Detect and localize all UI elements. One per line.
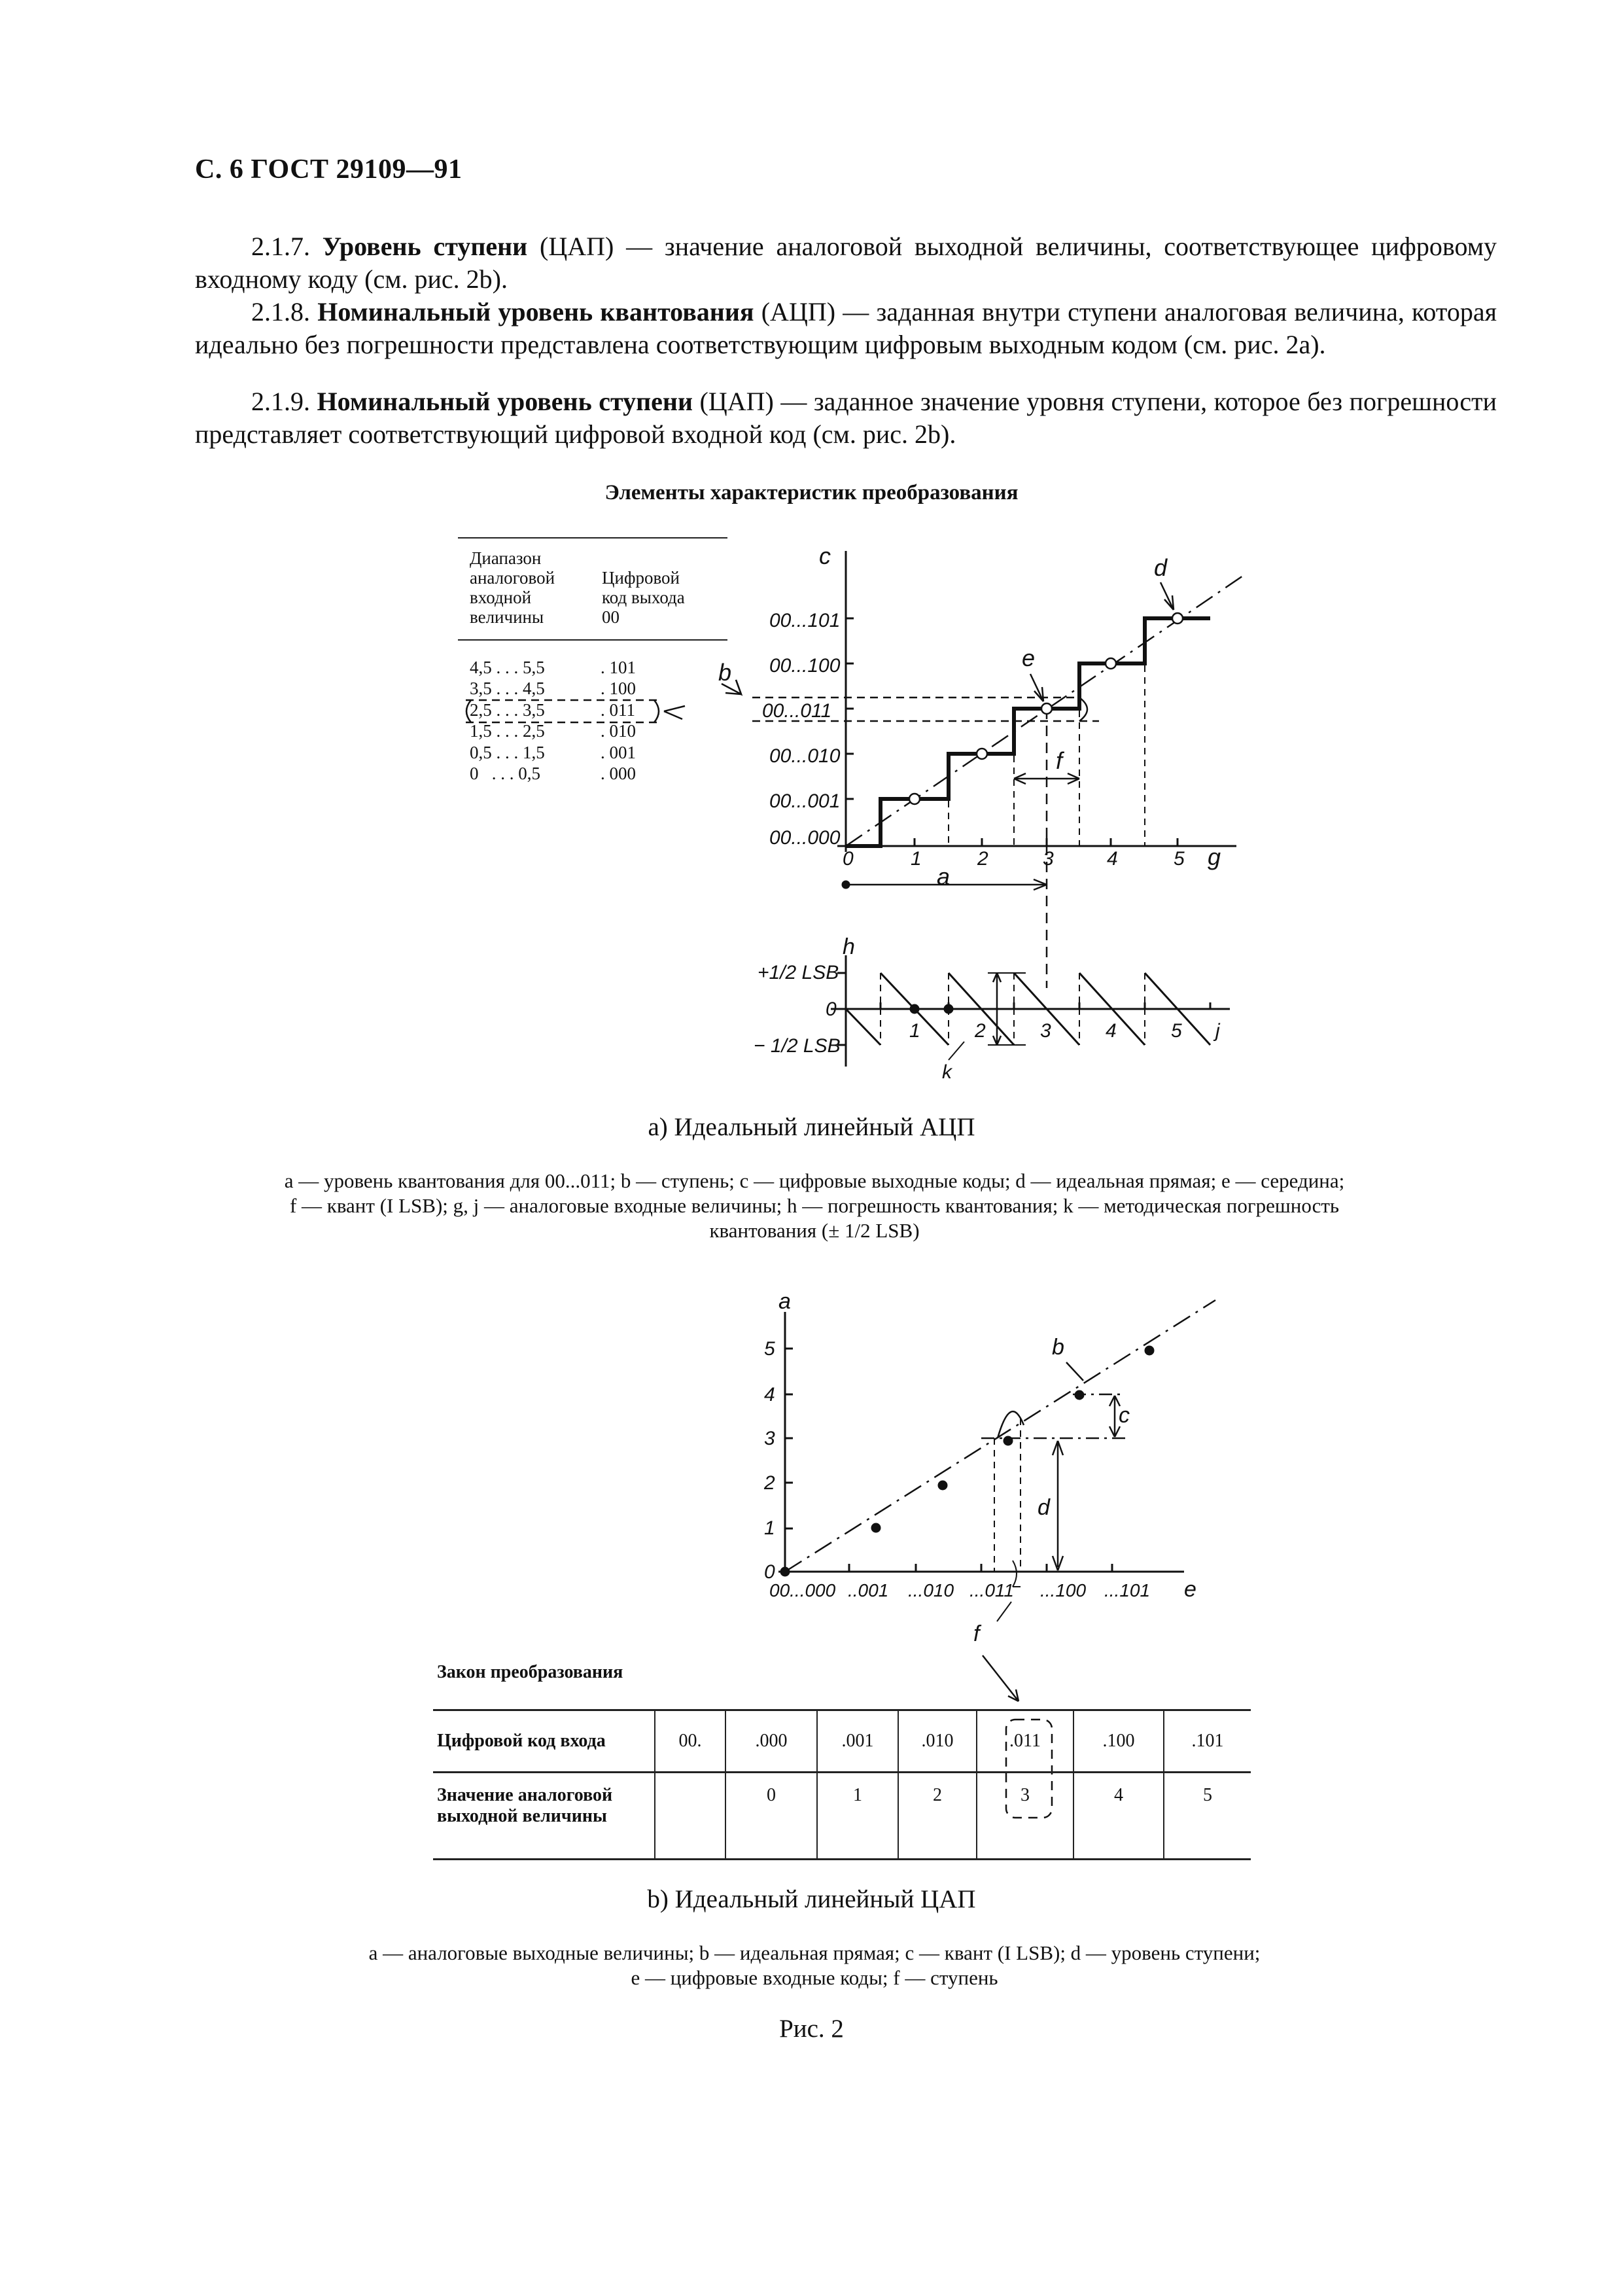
table-row [433, 1773, 1251, 1860]
range-row: 4,5 . . . 5,5 [470, 658, 545, 677]
range-row-highlighted: 2,5 . . . 3,5 [470, 700, 545, 720]
table-cell: 00. [655, 1710, 725, 1773]
arrow-b-left [664, 706, 685, 719]
svg-text:2: 2 [975, 1020, 986, 1042]
svg-text:00...010: 00...010 [769, 745, 841, 767]
svg-text:h: h [843, 934, 855, 959]
clause-number: 2.1.8. [251, 297, 310, 327]
dac-ideal-line [785, 1300, 1215, 1572]
svg-text:...100: ...100 [1040, 1580, 1087, 1600]
svg-text:00...101: 00...101 [769, 610, 841, 631]
definition: — значение аналоговой выходной величины, соответствующее цифровому входному коду (см. рис. 2b). [195, 232, 1497, 294]
svg-text:3: 3 [1040, 1020, 1051, 1042]
svg-text:1: 1 [911, 848, 922, 870]
svg-text:..001: ..001 [848, 1580, 889, 1600]
adc-y-label: c [819, 542, 831, 569]
svg-text:a: a [937, 863, 951, 890]
legend-a: a — уровень квантования для 00...011; b — ступень; c — цифровые выходные коды; d — идеальная прямая; e — середина; f — квант (I LSB); g, j — аналоговые входные величины; h — погрешность квантования; k — методическая погрешность квантования (± 1/2 LSB) [284, 1169, 1345, 1242]
figure-title: Элементы характеристик преобразования [604, 481, 1019, 504]
table-cell: .100 [1073, 1710, 1164, 1773]
conversion-law-table [433, 1709, 1251, 1860]
figure-label: Рис. 2 [779, 2015, 844, 2043]
range-row: 3,5 . . . 4,5 [470, 679, 545, 698]
range-row: 0 . . . 0,5 [470, 764, 540, 783]
code-cell: . 010 [601, 721, 636, 741]
svg-text:d: d [1154, 554, 1168, 581]
svg-text:0: 0 [843, 848, 854, 870]
k-arrows [993, 973, 1001, 1045]
svg-text:5: 5 [1174, 848, 1185, 870]
page-header: С. 6 ГОСТ 29109—91 [195, 154, 462, 185]
definition: — заданная внутри ступени аналоговая величина, которая идеально без погрешности представлена соответствующим цифровым выходным кодом (см. рис. 2a). [195, 297, 1497, 359]
term: Номинальный уровень ступени [317, 387, 693, 416]
svg-text:a: a [778, 1289, 791, 1314]
term-abbr: (АЦП) [754, 297, 836, 327]
svg-text:...010: ...010 [908, 1580, 954, 1600]
svg-text:k: k [942, 1061, 952, 1083]
table-cell: .001 [817, 1710, 898, 1773]
table-cell: .010 [898, 1710, 977, 1773]
svg-text:g: g [1208, 843, 1221, 870]
range-row: 1,5 . . . 2,5 [470, 721, 545, 741]
sawtooth [846, 973, 1210, 1045]
table-cell: .101 [1164, 1710, 1251, 1773]
svg-text:...011: ...011 [969, 1580, 1014, 1600]
quantization-error-plot [831, 955, 1230, 1067]
svg-text:00...000: 00...000 [769, 1580, 836, 1600]
svg-text:3: 3 [1043, 848, 1054, 870]
svg-text:f: f [973, 1621, 980, 1646]
table-cell: 0 [725, 1773, 817, 1860]
term: Уровень ступени [322, 232, 528, 261]
svg-text:1: 1 [764, 1517, 775, 1539]
svg-text:0: 0 [826, 998, 837, 1020]
table-cell: 5 [1164, 1773, 1251, 1860]
error-plot-labels [754, 934, 1221, 1083]
svg-text:3: 3 [764, 1428, 775, 1449]
table-cell: .011 [977, 1710, 1073, 1773]
table-cell: .000 [725, 1710, 817, 1773]
svg-text:00...001: 00...001 [769, 790, 841, 812]
adc-transfer-plot [466, 551, 1243, 988]
svg-text:5: 5 [1171, 1020, 1182, 1042]
arrow-b-right [722, 680, 741, 694]
table-cell: 3 [977, 1773, 1073, 1860]
row-label: Цифровой код входа [433, 1710, 655, 1773]
svg-text:+1/2 LSB: +1/2 LSB [758, 962, 839, 983]
caption-b: b) Идеальный линейный ЦАП [647, 1885, 976, 1913]
svg-text:4: 4 [1106, 1020, 1117, 1042]
ideal-line [846, 576, 1243, 846]
table-cell [655, 1773, 725, 1860]
term-abbr: (ЦАП) [527, 232, 614, 261]
table-row [433, 1710, 1251, 1773]
svg-text:4: 4 [1107, 848, 1118, 870]
svg-text:e: e [1022, 645, 1036, 671]
code-cell: . 101 [601, 658, 636, 677]
svg-text:5: 5 [764, 1338, 775, 1360]
svg-text:j: j [1215, 1020, 1220, 1042]
svg-text:c: c [1119, 1403, 1130, 1428]
dac-plot-labels [763, 1289, 1196, 1646]
step-box [752, 698, 1099, 721]
svg-text:2: 2 [764, 1472, 775, 1494]
term: Номинальный уровень квантования [317, 297, 754, 327]
staircase [846, 618, 1210, 846]
svg-text:f: f [1056, 747, 1063, 774]
caption-a: а) Идеальный линейный АЦП [648, 1113, 975, 1141]
col1-header: Диапазон аналоговой входной величины [470, 548, 555, 627]
svg-text:e: e [1184, 1577, 1196, 1602]
svg-text:d: d [1038, 1495, 1050, 1520]
adc-plot-labels [718, 542, 1221, 890]
col2-header: Цифровой код выхода 00 [602, 568, 685, 627]
svg-text:0: 0 [764, 1561, 775, 1583]
svg-text:− 1/2 LSB: − 1/2 LSB [754, 1035, 841, 1057]
table-cell: 1 [817, 1773, 898, 1860]
law-table-title: Закон преобразования [437, 1662, 623, 1682]
legend-b: a — аналоговые выходные величины; b — идеальная прямая; c — квант (I LSB); d — уровень ступени; e — цифровые входные коды; f — ступень [368, 1941, 1261, 1989]
svg-text:b: b [1052, 1335, 1064, 1360]
term-abbr: (ЦАП) [693, 387, 774, 416]
code-cell: . 001 [601, 743, 636, 762]
paragraph-2-1-8 [195, 296, 1497, 361]
svg-text:00...000: 00...000 [769, 827, 841, 849]
code-cell: . 000 [601, 764, 636, 783]
svg-text:00...100: 00...100 [769, 655, 841, 677]
row-label: Значение аналоговой выходной величины [433, 1773, 655, 1860]
svg-text:1: 1 [909, 1020, 920, 1042]
table-cell: 2 [898, 1773, 977, 1860]
clause-number: 2.1.9. [251, 387, 310, 416]
paragraph-2-1-7 [195, 230, 1497, 296]
range-row: 0,5 . . . 1,5 [470, 743, 545, 762]
svg-text:4: 4 [764, 1384, 775, 1405]
svg-text:...101: ...101 [1104, 1580, 1151, 1600]
code-cell-highlighted: . 011 [601, 700, 635, 720]
table-cell: 4 [1073, 1773, 1164, 1860]
code-cell: . 100 [601, 679, 636, 698]
clause-number: 2.1.7. [251, 232, 310, 261]
svg-text:00...011: 00...011 [762, 700, 832, 722]
svg-text:2: 2 [977, 848, 988, 870]
svg-text:b: b [718, 659, 732, 686]
paragraph-2-1-9 [195, 385, 1497, 451]
definition: — заданное значение уровня ступени, которое без погрешности представляет соответствующий цифровой входной код (см. рис. 2b). [195, 387, 1497, 449]
